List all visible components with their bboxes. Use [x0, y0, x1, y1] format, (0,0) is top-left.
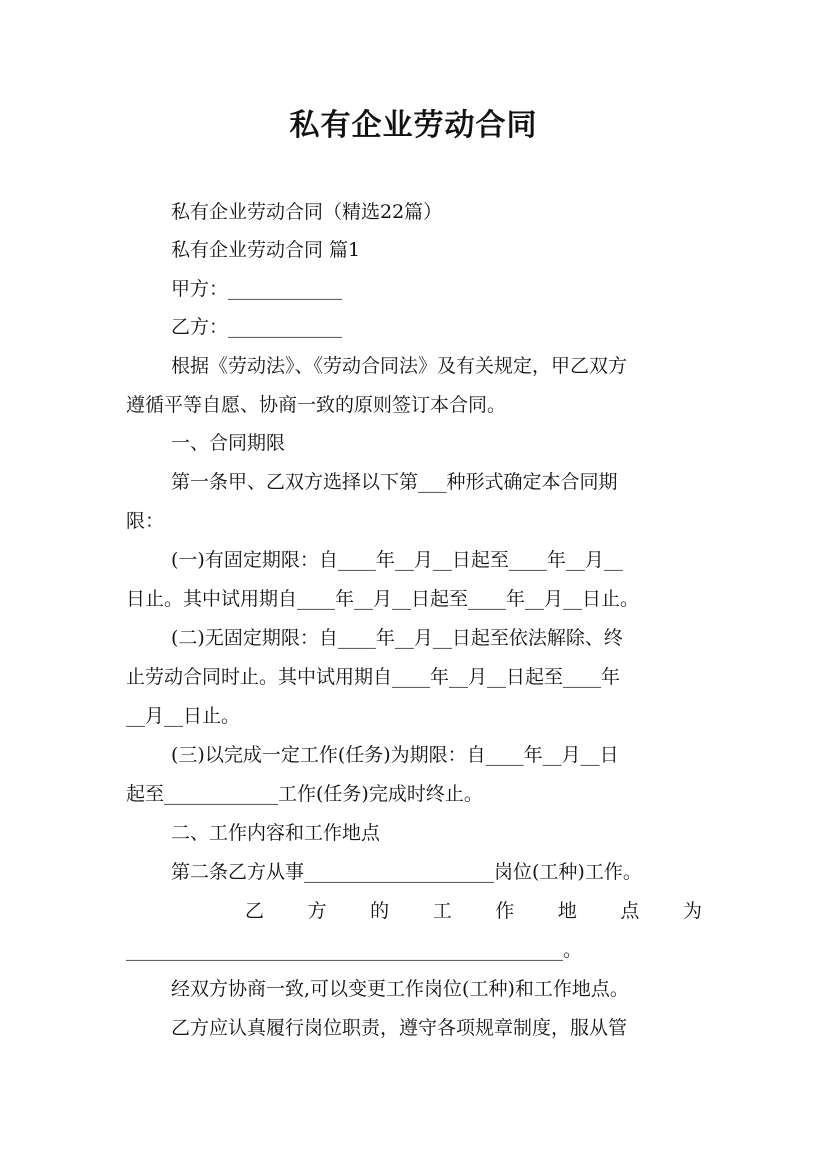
party-a-line: 甲方：____________ [171, 278, 343, 300]
spaced-char: 方 [307, 900, 327, 922]
paragraph-line: __月__日止。 [126, 705, 241, 727]
clause-heading: 二、工作内容和工作地点 [171, 822, 381, 844]
section-heading: 私有企业劳动合同 篇1 [171, 239, 361, 261]
document-title: 私有企业劳动合同 [289, 108, 538, 143]
paragraph-line: 经双方协商一致,可以变更工作岗位(工种)和工作地点。 [171, 978, 629, 1000]
paragraph-line: 第二条乙方从事____________________岗位(工种)工作。 [171, 861, 642, 883]
spaced-paragraph-line [245, 899, 702, 923]
paragraph-line: (二)无固定期限：自____年__月__日起至依法解除、终 [171, 627, 623, 649]
paragraph-line: (三)以完成一定工作(任务)为期限：自____年__月__日 [171, 744, 619, 766]
paragraph-line: 起至____________工作(任务)完成时终止。 [126, 783, 483, 805]
party-b-line: 乙方：____________ [171, 316, 343, 338]
spaced-char: 乙 [245, 900, 265, 922]
document-subtitle: 私有企业劳动合同（精选22篇） [171, 201, 443, 223]
spaced-char: 工 [432, 900, 452, 922]
paragraph-line: (一)有固定期限：自____年__月__日起至____年__月__ [171, 549, 623, 571]
paragraph-line: 遵循平等自愿、协商一致的原则签订本合同。 [126, 394, 507, 416]
spaced-char: 点 [620, 900, 640, 922]
spaced-char: 作 [495, 900, 515, 922]
paragraph-line: 根据《劳动法》、《劳动合同法》及有关规定，甲乙双方 [171, 355, 628, 377]
paragraph-line: 第一条甲、乙双方选择以下第___种形式确定本合同期 [171, 471, 618, 493]
paragraph-line: 乙方应认真履行岗位职责，遵守各项规章制度，服从管 [171, 1017, 628, 1039]
spaced-char: 为 [682, 900, 702, 922]
clause-heading: 一、合同期限 [171, 432, 286, 454]
paragraph-line: 止劳动合同时止。其中试用期自____年__月__日起至____年 [126, 666, 621, 688]
spaced-char: 地 [557, 900, 577, 922]
paragraph-line: 限： [126, 510, 165, 532]
paragraph-line: 日止。其中试用期自____年__月__日起至____年__月__日止。 [126, 588, 640, 610]
spaced-char: 的 [370, 900, 390, 922]
blank-line: ______________________________________________。 [126, 939, 583, 961]
